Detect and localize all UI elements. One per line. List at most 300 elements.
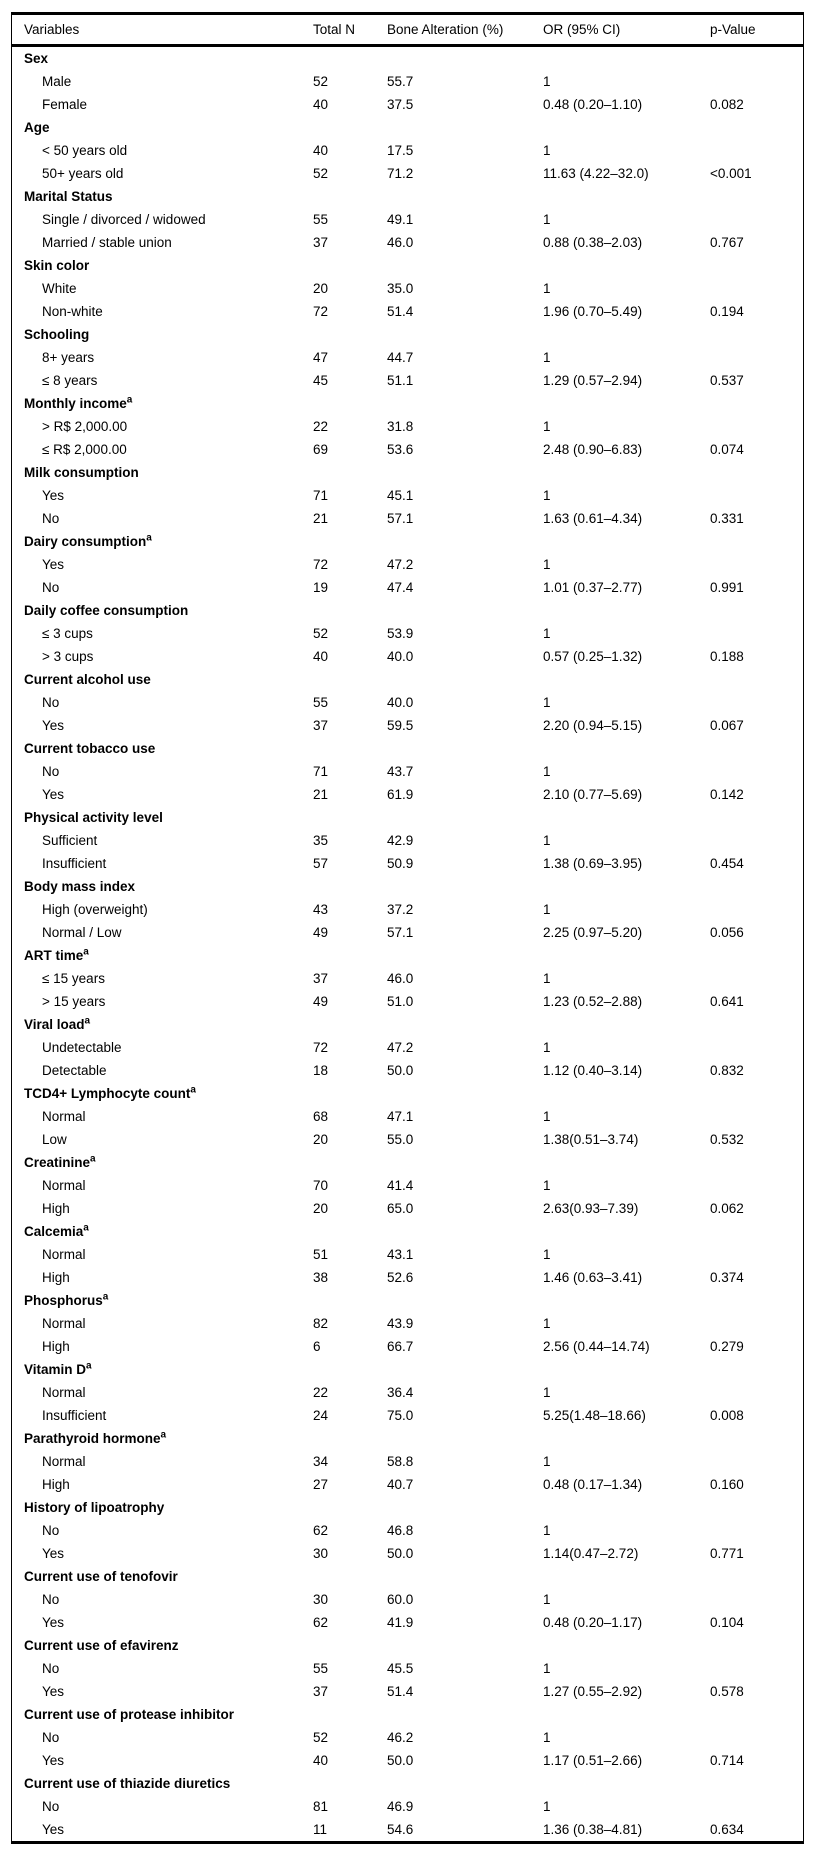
section-footnote-marker: a — [160, 1429, 167, 1441]
variable-cell: Yes — [42, 556, 65, 572]
total-n-cell: 52 — [313, 1729, 329, 1745]
bone-alteration-cell: 54.6 — [387, 1821, 414, 1837]
total-n-cell: 51 — [313, 1246, 329, 1262]
total-n-cell: 30 — [313, 1545, 329, 1561]
total-n-cell: 38 — [313, 1269, 329, 1285]
section-header-row — [12, 1220, 803, 1243]
bone-alteration-cell: 59.5 — [387, 717, 414, 733]
section-label-text: Marital Status — [24, 188, 113, 204]
total-n-cell: 62 — [313, 1522, 329, 1538]
total-n-cell: 45 — [313, 372, 329, 388]
data-row — [12, 553, 803, 576]
data-row — [12, 898, 803, 921]
or-ci-cell: 0.48 (0.20–1.17) — [543, 1614, 643, 1630]
p-value-cell: 0.194 — [710, 303, 744, 319]
variable-cell: Yes — [42, 1614, 65, 1630]
data-row — [12, 829, 803, 852]
data-row — [12, 1611, 803, 1634]
variable-cell: No — [42, 694, 60, 710]
or-ci-cell: 11.63 (4.22–32.0) — [543, 165, 649, 181]
or-ci-cell: 0.48 (0.20–1.10) — [543, 96, 643, 112]
section-footnote-marker: a — [126, 394, 133, 406]
total-n-cell: 57 — [313, 855, 329, 871]
p-value-cell: 0.454 — [710, 855, 744, 871]
data-row — [12, 139, 803, 162]
or-ci-cell: 1 — [543, 556, 551, 572]
p-value-cell: <0.001 — [710, 165, 752, 181]
total-n-cell: 71 — [313, 487, 329, 503]
variable-cell: Normal — [42, 1453, 86, 1469]
total-n-cell: 20 — [313, 1200, 329, 1216]
bone-alteration-cell: 36.4 — [387, 1384, 414, 1400]
total-n-cell: 52 — [313, 73, 329, 89]
or-ci-cell: 1.29 (0.57–2.94) — [543, 372, 643, 388]
section-header-row — [12, 1151, 803, 1174]
variable-cell: Yes — [42, 786, 65, 802]
section-label — [12, 1501, 313, 1515]
data-row — [12, 231, 803, 254]
data-row — [12, 70, 803, 93]
or-ci-cell: 1.38(0.51–3.74) — [543, 1131, 639, 1147]
total-n-cell: 24 — [313, 1407, 329, 1423]
variable-cell: Detectable — [42, 1062, 107, 1078]
section-header-row — [12, 944, 803, 967]
total-n-cell: 22 — [313, 1384, 329, 1400]
section-label-text: Calcemia — [24, 1223, 84, 1239]
column-header-variables: Variables — [24, 21, 80, 37]
section-header-row — [12, 875, 803, 898]
or-ci-cell: 1 — [543, 211, 551, 227]
bone-alteration-cell: 50.0 — [387, 1062, 414, 1078]
variable-cell: High (overweight) — [42, 901, 148, 917]
data-row — [12, 1680, 803, 1703]
column-header-p-value: p-Value — [710, 21, 756, 37]
bone-alteration-cell: 46.0 — [387, 970, 414, 986]
variable-cell: No — [42, 1729, 60, 1745]
section-label-text: Vitamin D — [24, 1361, 87, 1377]
or-ci-cell: 1.23 (0.52–2.88) — [543, 993, 643, 1009]
section-header-row — [12, 1358, 803, 1381]
bone-alteration-cell: 58.8 — [387, 1453, 414, 1469]
bone-alteration-cell: 50.0 — [387, 1752, 414, 1768]
total-n-cell: 40 — [313, 648, 329, 664]
or-ci-cell: 1 — [543, 1660, 551, 1676]
bone-alteration-cell: 41.9 — [387, 1614, 414, 1630]
data-row — [12, 1266, 803, 1289]
bone-alteration-cell: 37.5 — [387, 96, 414, 112]
variable-cell: Normal — [42, 1315, 86, 1331]
or-ci-cell: 1.36 (0.38–4.81) — [543, 1821, 643, 1837]
total-n-cell: 37 — [313, 717, 329, 733]
data-row — [12, 1128, 803, 1151]
section-header-row — [12, 323, 803, 346]
section-header-row — [12, 461, 803, 484]
bone-alteration-cell: 43.7 — [387, 763, 414, 779]
data-row — [12, 1381, 803, 1404]
section-header-row — [12, 1565, 803, 1588]
or-ci-cell: 2.20 (0.94–5.15) — [543, 717, 643, 733]
variable-cell: Male — [42, 73, 72, 89]
bone-alteration-cell: 46.0 — [387, 234, 414, 250]
p-value-cell: 0.714 — [710, 1752, 744, 1768]
bone-alteration-cell: 43.1 — [387, 1246, 414, 1262]
p-value-cell: 0.578 — [710, 1683, 744, 1699]
or-ci-cell: 1 — [543, 1522, 551, 1538]
section-footnote-marker: a — [83, 1222, 89, 1234]
total-n-cell: 27 — [313, 1476, 329, 1492]
or-ci-cell: 0.88 (0.38–2.03) — [543, 234, 643, 250]
variable-cell: Female — [42, 96, 88, 112]
column-header-total-n: Total N — [313, 21, 356, 37]
section-label-text: Current use of tenofovir — [24, 1568, 178, 1584]
section-header-row — [12, 392, 803, 415]
total-n-cell: 35 — [313, 832, 329, 848]
section-footnote-marker: a — [102, 1291, 109, 1303]
variable-cell: Yes — [42, 1752, 65, 1768]
p-value-cell: 0.331 — [710, 510, 744, 526]
section-header-row — [12, 806, 803, 829]
section-header-row — [12, 1703, 803, 1726]
section-header-row — [12, 1772, 803, 1795]
or-ci-cell: 1 — [543, 142, 551, 158]
or-ci-cell: 2.25 (0.97–5.20) — [543, 924, 643, 940]
bone-alteration-cell: 66.7 — [387, 1338, 414, 1354]
total-n-cell: 43 — [313, 901, 329, 917]
section-label-text: Schooling — [24, 326, 90, 342]
or-ci-cell: 1 — [543, 832, 551, 848]
section-label — [12, 811, 313, 825]
data-row — [12, 1312, 803, 1335]
variable-cell: Low — [42, 1131, 67, 1147]
total-n-cell: 47 — [313, 349, 329, 365]
or-ci-cell: 1 — [543, 418, 551, 434]
bone-alteration-cell: 50.0 — [387, 1545, 414, 1561]
data-row — [12, 714, 803, 737]
section-label — [12, 1777, 313, 1791]
total-n-cell: 19 — [313, 579, 329, 595]
or-ci-cell: 2.10 (0.77–5.69) — [543, 786, 643, 802]
bone-alteration-cell: 51.4 — [387, 303, 414, 319]
bone-alteration-cell: 46.8 — [387, 1522, 414, 1538]
bone-alteration-cell: 46.2 — [387, 1729, 414, 1745]
variable-cell: Insufficient — [42, 1407, 107, 1423]
total-n-cell: 20 — [313, 280, 329, 296]
bone-alteration-cell: 46.9 — [387, 1798, 414, 1814]
total-n-cell: 82 — [313, 1315, 329, 1331]
data-row — [12, 1749, 803, 1772]
section-label-text: Viral load — [24, 1016, 85, 1032]
bone-alteration-cell: 53.9 — [387, 625, 414, 641]
data-row — [12, 208, 803, 231]
p-value-cell: 0.104 — [710, 1614, 744, 1630]
data-row — [12, 346, 803, 369]
or-ci-cell: 2.63(0.93–7.39) — [543, 1200, 639, 1216]
data-row — [12, 507, 803, 530]
table-body — [12, 47, 803, 1841]
bone-alteration-cell: 41.4 — [387, 1177, 414, 1193]
variable-cell: Normal — [42, 1384, 86, 1400]
data-row — [12, 1818, 803, 1841]
variable-cell: > 3 cups — [42, 648, 94, 664]
data-row — [12, 93, 803, 116]
data-row — [12, 1197, 803, 1220]
variable-cell: No — [42, 1798, 60, 1814]
data-row — [12, 1542, 803, 1565]
bone-alteration-cell: 17.5 — [387, 142, 414, 158]
section-label — [12, 946, 313, 963]
bone-alteration-cell: 55.7 — [387, 73, 414, 89]
data-row — [12, 1335, 803, 1358]
section-label — [12, 1291, 313, 1308]
or-ci-cell: 1.14(0.47–2.72) — [543, 1545, 639, 1561]
bone-alteration-regression-table — [11, 12, 804, 1844]
or-ci-cell: 1.01 (0.37–2.77) — [543, 579, 643, 595]
section-label — [12, 52, 313, 66]
section-label-text: Sex — [24, 50, 49, 66]
bone-alteration-cell: 61.9 — [387, 786, 414, 802]
p-value-cell: 0.537 — [710, 372, 744, 388]
data-row — [12, 484, 803, 507]
variable-cell: No — [42, 1660, 60, 1676]
variable-cell: Yes — [42, 1545, 65, 1561]
section-header-row — [12, 116, 803, 139]
section-label-text: Current use of thiazide diuretics — [24, 1775, 231, 1791]
or-ci-cell: 1 — [543, 901, 551, 917]
p-value-cell: 0.062 — [710, 1200, 744, 1216]
section-label-text: TCD4+ Lymphocyte count — [24, 1085, 191, 1101]
bone-alteration-cell: 75.0 — [387, 1407, 414, 1423]
bone-alteration-cell: 37.2 — [387, 901, 414, 917]
section-label — [12, 880, 313, 894]
data-row — [12, 1036, 803, 1059]
data-row — [12, 1243, 803, 1266]
or-ci-cell: 1 — [543, 1246, 551, 1262]
total-n-cell: 37 — [313, 970, 329, 986]
section-header-row — [12, 737, 803, 760]
section-label — [12, 1222, 313, 1239]
section-label — [12, 673, 313, 687]
table-header-row — [12, 15, 803, 47]
section-label-text: Creatinine — [24, 1154, 91, 1170]
section-header-row — [12, 1634, 803, 1657]
or-ci-cell: 0.57 (0.25–1.32) — [543, 648, 643, 664]
variable-cell: ≤ R$ 2,000.00 — [42, 441, 127, 457]
bone-alteration-cell: 47.2 — [387, 556, 414, 572]
or-ci-cell: 1 — [543, 625, 551, 641]
section-label-text: Current use of efavirenz — [24, 1637, 179, 1653]
section-label-text: ART time — [24, 947, 84, 963]
p-value-cell: 0.056 — [710, 924, 744, 940]
data-row — [12, 576, 803, 599]
variable-cell: Non-white — [42, 303, 103, 319]
total-n-cell: 40 — [313, 142, 329, 158]
data-row — [12, 783, 803, 806]
p-value-cell: 0.767 — [710, 234, 744, 250]
data-row — [12, 1588, 803, 1611]
or-ci-cell: 1 — [543, 1591, 551, 1607]
data-row — [12, 852, 803, 875]
bone-alteration-cell: 51.0 — [387, 993, 414, 1009]
total-n-cell: 22 — [313, 418, 329, 434]
section-footnote-marker: a — [190, 1084, 196, 1096]
total-n-cell: 52 — [313, 165, 329, 181]
section-label — [12, 394, 313, 411]
section-header-row — [12, 1427, 803, 1450]
total-n-cell: 62 — [313, 1614, 329, 1630]
or-ci-cell: 1 — [543, 73, 551, 89]
total-n-cell: 18 — [313, 1062, 329, 1078]
section-label-text: Current use of protease inhibitor — [24, 1706, 235, 1722]
or-ci-cell: 1 — [543, 694, 551, 710]
variable-cell: > 15 years — [42, 993, 106, 1009]
total-n-cell: 55 — [313, 211, 329, 227]
p-value-cell: 0.634 — [710, 1821, 744, 1837]
section-label-text: Daily coffee consumption — [24, 602, 189, 618]
section-label — [12, 532, 313, 549]
p-value-cell: 0.142 — [710, 786, 744, 802]
variable-cell: No — [42, 510, 60, 526]
total-n-cell: 72 — [313, 556, 329, 572]
bone-alteration-cell: 47.2 — [387, 1039, 414, 1055]
total-n-cell: 37 — [313, 234, 329, 250]
section-label-text: Milk consumption — [24, 464, 139, 480]
section-header-row — [12, 530, 803, 553]
section-label-text: Body mass index — [24, 878, 136, 894]
bone-alteration-cell: 50.9 — [387, 855, 414, 871]
total-n-cell: 40 — [313, 1752, 329, 1768]
p-value-cell: 0.532 — [710, 1131, 744, 1147]
bone-alteration-cell: 57.1 — [387, 924, 414, 940]
variable-cell: No — [42, 1522, 60, 1538]
column-header-or-ci: OR (95% CI) — [543, 21, 621, 37]
section-footnote-marker: a — [83, 946, 89, 958]
p-value-cell: 0.832 — [710, 1062, 744, 1078]
bone-alteration-cell: 47.4 — [387, 579, 414, 595]
or-ci-cell: 1.38 (0.69–3.95) — [543, 855, 643, 871]
data-row — [12, 691, 803, 714]
data-row — [12, 1059, 803, 1082]
variable-cell: White — [42, 280, 77, 296]
section-label — [12, 121, 313, 135]
section-label-text: Age — [24, 119, 50, 135]
data-row — [12, 369, 803, 392]
section-header-row — [12, 1289, 803, 1312]
or-ci-cell: 1 — [543, 1384, 551, 1400]
or-ci-cell: 1.63 (0.61–4.34) — [543, 510, 643, 526]
bone-alteration-cell: 40.7 — [387, 1476, 414, 1492]
bone-alteration-cell: 44.7 — [387, 349, 414, 365]
variable-cell: Normal — [42, 1108, 86, 1124]
or-ci-cell: 1 — [543, 280, 551, 296]
variable-cell: Yes — [42, 487, 65, 503]
section-header-row — [12, 47, 803, 70]
p-value-cell: 0.374 — [710, 1269, 744, 1285]
total-n-cell: 55 — [313, 694, 329, 710]
section-label-text: Physical activity level — [24, 809, 163, 825]
data-row — [12, 1174, 803, 1197]
total-n-cell: 69 — [313, 441, 329, 457]
total-n-cell: 21 — [313, 510, 329, 526]
or-ci-cell: 1 — [543, 1177, 551, 1193]
bone-alteration-cell: 47.1 — [387, 1108, 414, 1124]
variable-cell: Single / divorced / widowed — [42, 211, 206, 227]
bone-alteration-cell: 57.1 — [387, 510, 414, 526]
or-ci-cell: 1 — [543, 487, 551, 503]
data-row — [12, 277, 803, 300]
total-n-cell: 72 — [313, 303, 329, 319]
section-label — [12, 742, 313, 756]
data-row — [12, 760, 803, 783]
variable-cell: No — [42, 763, 60, 779]
total-n-cell: 37 — [313, 1683, 329, 1699]
data-row — [12, 1404, 803, 1427]
or-ci-cell: 1.46 (0.63–3.41) — [543, 1269, 643, 1285]
data-row — [12, 1105, 803, 1128]
variable-cell: Normal / Low — [42, 924, 122, 940]
variable-cell: ≤ 8 years — [42, 372, 98, 388]
or-ci-cell: 1.27 (0.55–2.92) — [543, 1683, 643, 1699]
bone-alteration-cell: 60.0 — [387, 1591, 414, 1607]
variable-cell: High — [42, 1200, 70, 1216]
total-n-cell: 55 — [313, 1660, 329, 1676]
variable-cell: ≤ 3 cups — [42, 625, 93, 641]
variable-cell: Married / stable union — [42, 234, 172, 250]
section-label — [12, 1639, 313, 1653]
total-n-cell: 21 — [313, 786, 329, 802]
or-ci-cell: 1.96 (0.70–5.49) — [543, 303, 643, 319]
data-row — [12, 438, 803, 461]
bone-alteration-cell: 31.8 — [387, 418, 414, 434]
data-row — [12, 300, 803, 323]
section-footnote-marker: a — [84, 1015, 91, 1027]
section-footnote-marker: a — [86, 1360, 92, 1372]
p-value-cell: 0.160 — [710, 1476, 744, 1492]
variable-cell: No — [42, 579, 60, 595]
p-value-cell: 0.641 — [710, 993, 744, 1009]
or-ci-cell: 1.17 (0.51–2.66) — [543, 1752, 643, 1768]
variable-cell: 8+ years — [42, 349, 95, 365]
section-label-text: Current alcohol use — [24, 671, 151, 687]
variable-cell: No — [42, 1591, 60, 1607]
section-header-row — [12, 1082, 803, 1105]
variable-cell: High — [42, 1476, 70, 1492]
variable-cell: Yes — [42, 1683, 65, 1699]
bone-alteration-cell: 43.9 — [387, 1315, 414, 1331]
section-label — [12, 1153, 313, 1170]
or-ci-cell: 1 — [543, 1798, 551, 1814]
variable-cell: High — [42, 1269, 70, 1285]
data-row — [12, 990, 803, 1013]
data-row — [12, 1726, 803, 1749]
p-value-cell: 0.074 — [710, 441, 744, 457]
data-row — [12, 967, 803, 990]
section-header-row — [12, 1496, 803, 1519]
data-row — [12, 1519, 803, 1542]
or-ci-cell: 1 — [543, 1729, 551, 1745]
or-ci-cell: 1 — [543, 1039, 551, 1055]
or-ci-cell: 2.48 (0.90–6.83) — [543, 441, 643, 457]
section-header-row — [12, 599, 803, 622]
variable-cell: Insufficient — [42, 855, 107, 871]
section-header-row — [12, 254, 803, 277]
or-ci-cell: 1 — [543, 1453, 551, 1469]
or-ci-cell: 1 — [543, 349, 551, 365]
section-label-text: Current tobacco use — [24, 740, 156, 756]
total-n-cell: 72 — [313, 1039, 329, 1055]
bone-alteration-cell: 51.4 — [387, 1683, 414, 1699]
total-n-cell: 70 — [313, 1177, 329, 1193]
variable-cell: Normal — [42, 1177, 86, 1193]
